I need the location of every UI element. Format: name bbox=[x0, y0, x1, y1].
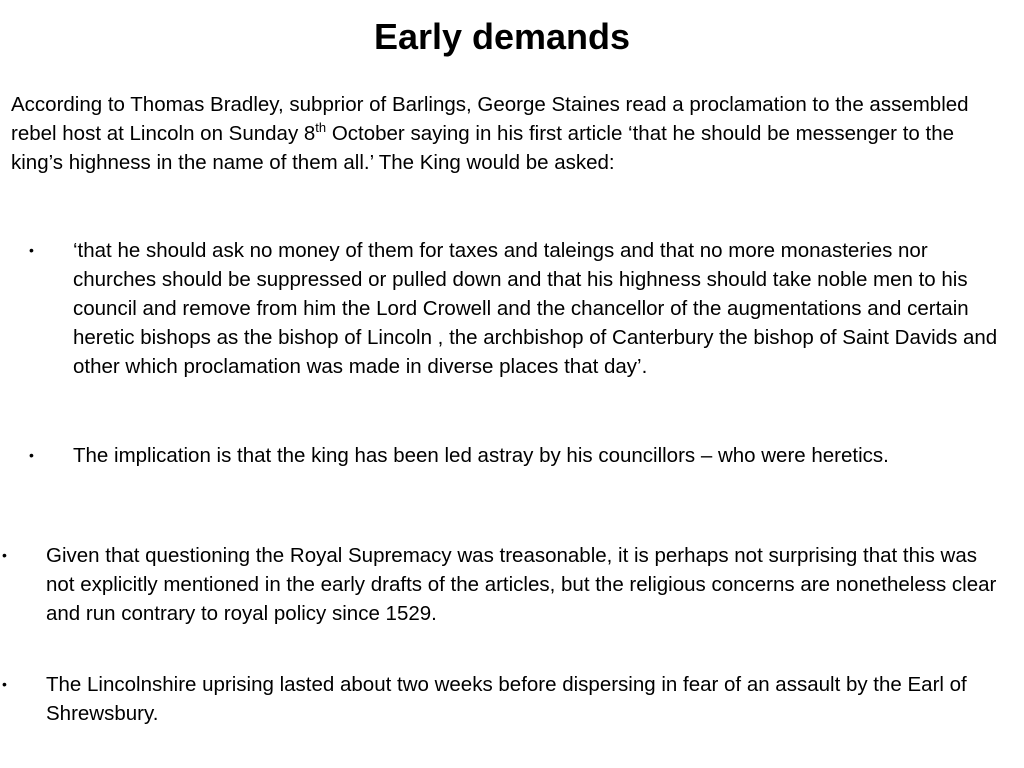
sub-bullet-demands-quote bbox=[29, 236, 1013, 381]
ordinal-suffix: th bbox=[315, 120, 327, 135]
bullet-marker: • bbox=[2, 676, 7, 692]
bullet-text: Given that questioning the Royal Supremacy was treasonable, it is perhaps not surprising that this was not explicitly mentioned in the early drafts of the articles, but the religious concerns are nonetheless clear and run contrary to royal policy since 1529. bbox=[46, 544, 997, 625]
bullet-marker: • bbox=[29, 242, 34, 258]
intro-text-start: According to Thomas Bradley, subprior of Barlings, George Staines read a proclamation to the assembled rebel host at Lincoln on Sunday 8 bbox=[11, 93, 969, 145]
bullet-text: The implication is that the king has been led astray by his councillors – who were heretics. bbox=[73, 444, 889, 467]
sub-bullet-implication bbox=[29, 441, 1013, 470]
intro-text-end: October saying in his first article ‘that he should be messenger to the king’s highness in the name of them all.’ The King would be asked: bbox=[11, 122, 954, 174]
intro-paragraph bbox=[11, 90, 1011, 177]
bullet-marker: • bbox=[2, 547, 7, 563]
bullet-uprising-duration bbox=[2, 670, 1006, 728]
bullet-text: ‘that he should ask no money of them for taxes and taleings and that no more monasteries nor churches should be suppressed or pulled down and that his highness should take noble men to his council and remove from him the Lord Crowell and the chancellor of the augmentations and certain heretic bishops as the bishop of Lincoln , the archbishop of Canterbury the bishop of Saint Davids and other which proclamation was made in diverse places that day’. bbox=[73, 239, 998, 378]
bullet-text: The Lincolnshire uprising lasted about two weeks before dispersing in fear of an assault by the Earl of Shrewsbury. bbox=[46, 673, 967, 725]
slide-title: Early demands bbox=[373, 16, 631, 57]
bullet-royal-supremacy bbox=[2, 541, 1006, 628]
bullet-marker: • bbox=[29, 447, 34, 463]
